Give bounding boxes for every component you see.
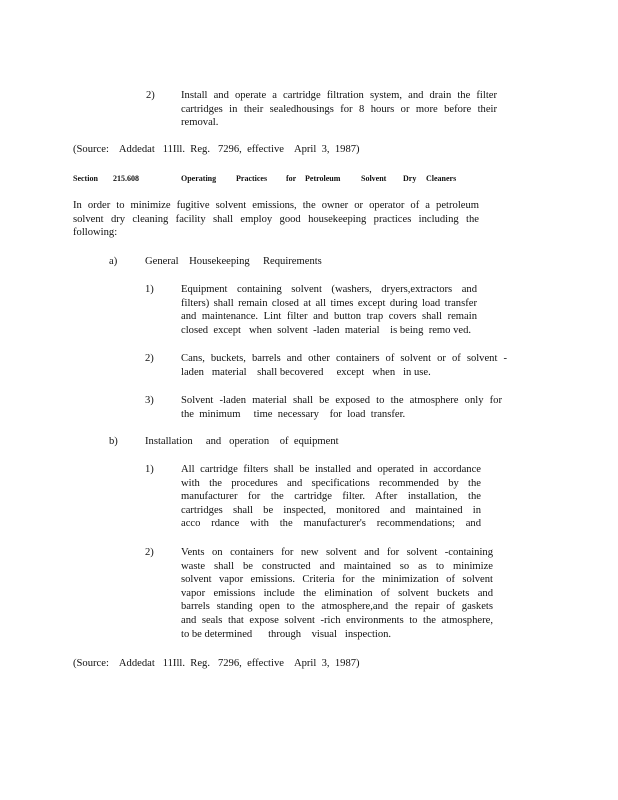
text-line: following: — [73, 227, 118, 239]
item-text — [181, 463, 481, 531]
text-line: In order to minimize fugitive solvent emissions, the owner or operator of a petroleum — [73, 200, 479, 211]
item-number: 3) — [145, 395, 154, 406]
text-line: Equipment containing solvent (washers, dryers,extractors and — [181, 284, 477, 295]
text-line: Install and operate a cartridge filtration system, and drain the filter — [181, 90, 497, 101]
text-line: vapor emissions include the elimination of solvent buckets and — [181, 587, 493, 599]
subsection-label: a) — [109, 256, 118, 267]
text-line: cartridges shall be inspected, monitored and maintained in — [181, 504, 481, 516]
section-title-word: Solvent — [361, 174, 387, 183]
item-text — [181, 394, 502, 421]
text-line: All cartridge filters shall be installed and operated in accordance — [181, 464, 481, 475]
section-title-word: Cleaners — [426, 174, 457, 183]
text-line: with the procedures and specifications recommended by the — [181, 477, 481, 489]
text-line: and maintenance. Lint filter and button trap covers shall remain — [181, 311, 477, 323]
text-line: closed except when solvent -laden material is being remo ved. — [181, 324, 472, 336]
text-line: solvent dry cleaning facility shall employ good housekeeping practices including the — [73, 213, 479, 225]
source-note: (Source: Addedat 11Ill. Reg. 7296, effective April 3, 1987) — [73, 144, 360, 155]
text-line: the minimum time necessary for load transfer. — [181, 408, 406, 420]
text-line: filters) shall remain closed at all times except during load transfer — [181, 297, 477, 309]
section-title-word: Petroleum — [305, 174, 341, 183]
section-title-word: for — [286, 174, 297, 183]
text-line: barrels standing open to the atmosphere,and the repair of gaskets — [181, 601, 493, 613]
text-line: waste shall be constructed and maintained so as to minimize — [181, 560, 493, 572]
source-note: (Source: Addedat 11Ill. Reg. 7296, effective April 3, 1987) — [73, 658, 360, 669]
intro-paragraph — [73, 199, 479, 240]
item-text — [181, 352, 507, 379]
item-number: 1) — [145, 464, 154, 475]
text-line: Solvent -laden material shall be exposed to the atmosphere only for — [181, 395, 502, 406]
text-line: Cans, buckets, barrels and other containers of solvent or of solvent - — [181, 353, 507, 364]
item-number: 2) — [145, 547, 154, 558]
subsection-label: b) — [109, 436, 118, 447]
section-label: Section — [73, 174, 98, 183]
section-title-word: Dry — [403, 174, 417, 183]
section-title-word: Operating — [181, 174, 217, 183]
subsection-title: General Housekeeping Requirements — [145, 256, 322, 267]
section-title-word: Practices — [236, 174, 268, 183]
text-line: to be determined through visual inspection. — [181, 628, 392, 640]
item-text — [181, 546, 493, 641]
item-number: 1) — [145, 284, 154, 295]
item-number: 2) — [146, 90, 155, 101]
text-line: laden material shall becovered except when in use. — [181, 366, 431, 378]
text-line: cartridges in their sealedhousings for 8 hours or more before their — [181, 103, 497, 115]
text-line: Vents on containers for new solvent and for solvent -containing — [181, 547, 493, 558]
text-line: manufacturer for the cartridge filter. After installation, the — [181, 491, 481, 503]
section-number: 215.608 — [113, 174, 139, 183]
text-line: removal. — [181, 117, 219, 129]
text-line: solvent vapor emissions. Criteria for the minimization of solvent — [181, 574, 493, 586]
text-line: acco rdance with the manufacturer's recommendations; and — [181, 518, 481, 530]
subsection-title: Installation and operation of equipment — [145, 436, 339, 447]
item-number: 2) — [145, 353, 154, 364]
item-text — [181, 89, 497, 130]
item-text — [181, 283, 477, 337]
text-line: and seals that expose solvent -rich environments to the atmosphere, — [181, 614, 493, 626]
